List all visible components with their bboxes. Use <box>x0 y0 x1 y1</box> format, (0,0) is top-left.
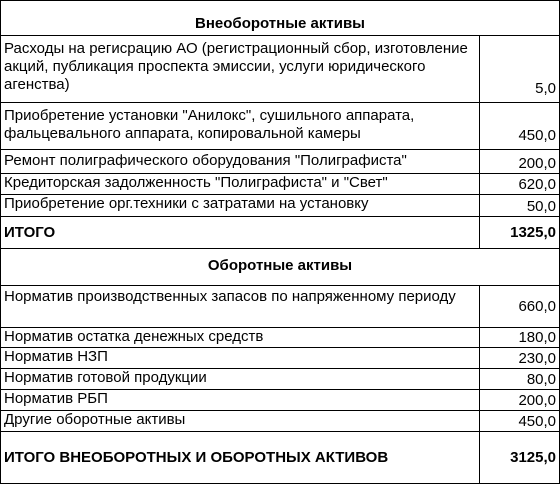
table-row <box>1 103 560 150</box>
row-value: 5,0 <box>480 36 560 103</box>
row-value: 200,0 <box>480 150 560 174</box>
row-label: Приобретение установки "Анилокс", сушильного аппарата, фальцевального аппарата, копировальной камеры <box>1 103 480 150</box>
total-label: ИТОГО <box>1 217 480 249</box>
grand-total-label: ИТОГО ВНЕОБОРОТНЫХ И ОБОРОТНЫХ АКТИВОВ <box>1 432 480 484</box>
section-title-current: Оборотные активы <box>1 249 560 286</box>
row-label: Норматив РБП <box>1 390 480 411</box>
row-value: 80,0 <box>480 369 560 390</box>
row-value: 180,0 <box>480 328 560 348</box>
row-value: 230,0 <box>480 348 560 369</box>
total-value: 1325,0 <box>480 217 560 249</box>
row-value: 200,0 <box>480 390 560 411</box>
table-row <box>1 390 560 411</box>
section-title-noncurrent: Внеоборотные активы <box>1 1 560 36</box>
row-label: Кредиторская задолженность "Полиграфиста" и "Свет" <box>1 174 480 195</box>
row-label: Норматив НЗП <box>1 348 480 369</box>
row-value: 660,0 <box>480 286 560 328</box>
row-value: 50,0 <box>480 195 560 217</box>
table-row <box>1 411 560 432</box>
table-row <box>1 369 560 390</box>
grand-total-row <box>1 432 560 484</box>
section-header-row <box>1 1 560 36</box>
table-row <box>1 150 560 174</box>
grand-total-value: 3125,0 <box>480 432 560 484</box>
row-label: Другие оборотные активы <box>1 411 480 432</box>
row-label: Расходы на регисрацию АО (регистрационный сбор, изготовление акций, публикация проспекта эмиссии, услуги юридического агенства) <box>1 36 480 103</box>
table-row <box>1 36 560 103</box>
row-label: Норматив готовой продукции <box>1 369 480 390</box>
section-header-row <box>1 249 560 286</box>
row-value: 620,0 <box>480 174 560 195</box>
row-label: Норматив остатка денежных средств <box>1 328 480 348</box>
table-row <box>1 286 560 328</box>
table-row <box>1 195 560 217</box>
row-label: Ремонт полиграфического оборудования "Полиграфиста" <box>1 150 480 174</box>
table-row <box>1 328 560 348</box>
row-label: Норматив производственных запасов по напряженному периоду <box>1 286 480 328</box>
table-row <box>1 174 560 195</box>
row-value: 450,0 <box>480 411 560 432</box>
table-row <box>1 348 560 369</box>
total-row <box>1 217 560 249</box>
row-label: Приобретение орг.техники с затратами на установку <box>1 195 480 217</box>
row-value: 450,0 <box>480 103 560 150</box>
